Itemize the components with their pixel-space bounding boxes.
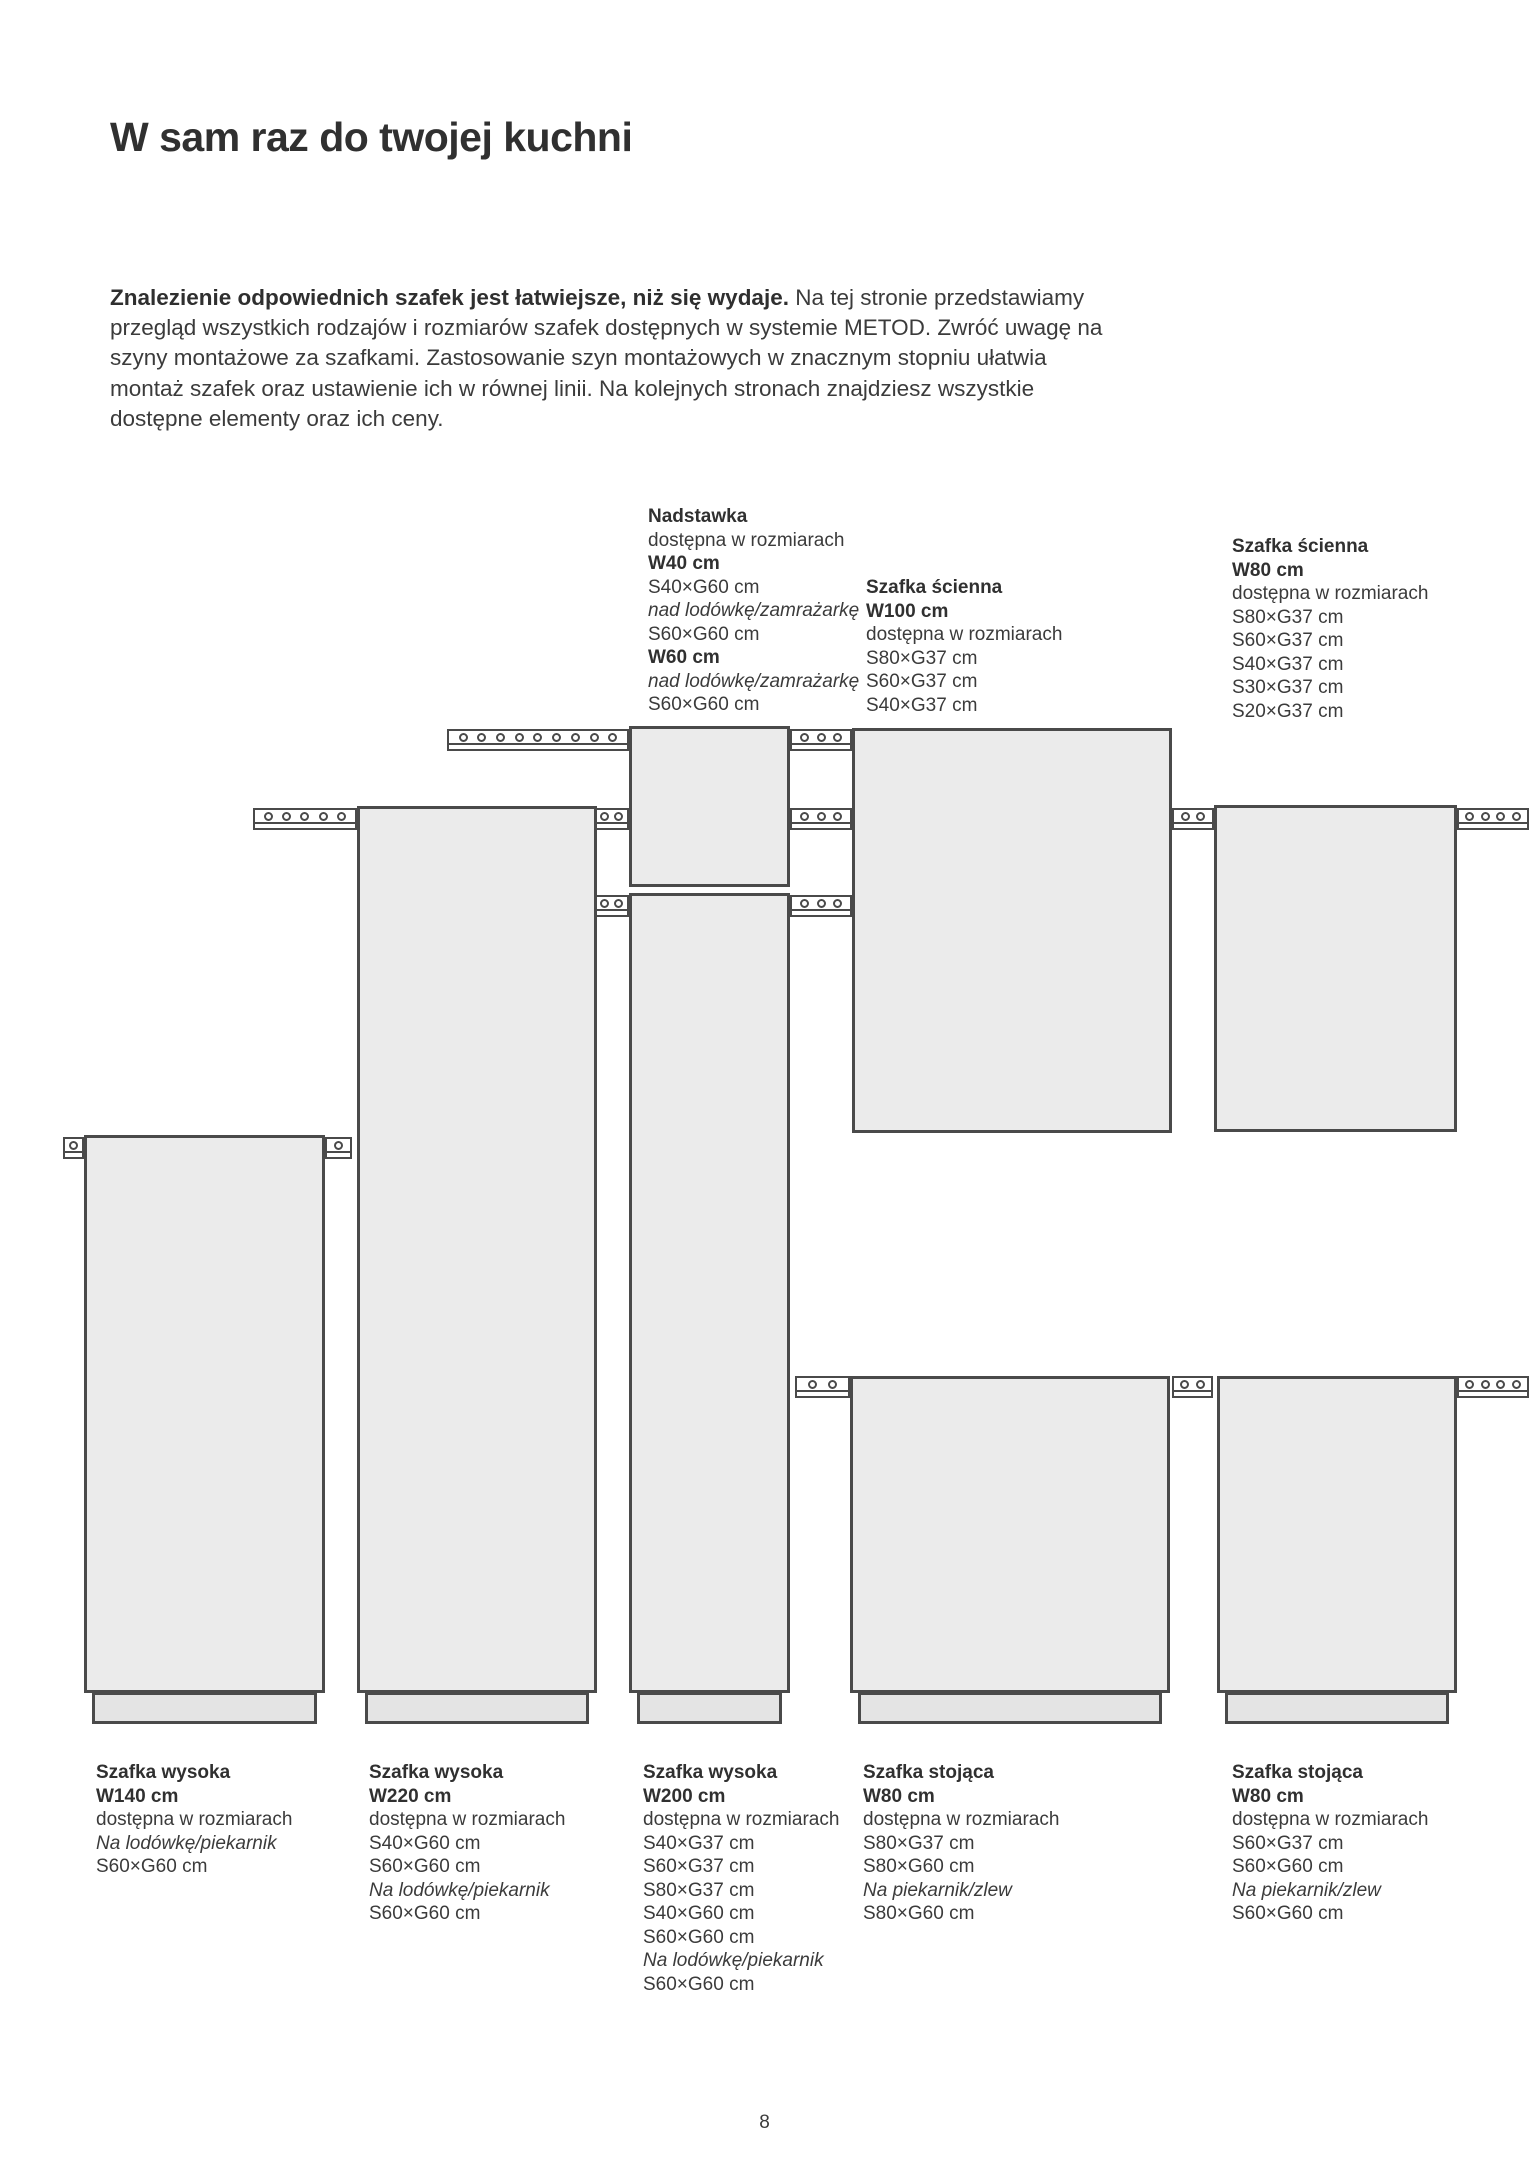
rail-hole-icon [614,899,623,908]
rail-hole-icon [608,733,617,742]
rail-mid-gap-a [594,808,629,830]
annotation-line: S60×G37 cm [1232,630,1344,651]
annotation-tall-w140 [96,1761,292,1879]
cabinet-tall-w140 [84,1135,325,1693]
rail-mid-gap-b [790,808,852,830]
rail-hole-icon [833,899,842,908]
annotation-line: S60×G60 cm [369,1903,481,1924]
annotation-line: Szafka wysoka [643,1762,778,1783]
annotation-line: W60 cm [648,647,720,668]
rail-base-right-edge [1457,1376,1529,1398]
annotation-line: dostępna w rozmiarach [369,1809,566,1830]
rail-hole-icon [833,733,842,742]
annotation-line: nad lodówkę/zamrażarkę [648,600,860,621]
annotation-line: W80 cm [863,1785,935,1807]
cabinet-base-w80-right [1217,1376,1457,1693]
annotation-line: S60×G60 cm [1232,1856,1344,1877]
annotation-line: Na lodówkę/piekarnik [643,1950,824,1971]
rail-mid-gap-c [1172,808,1214,830]
plinth-base-w80-left [858,1693,1162,1724]
rail-hole-icon [1465,812,1474,821]
annotation-line: Na piekarnik/zlew [863,1879,1012,1901]
annotation-line: S40×G37 cm [1232,653,1344,675]
cabinet-tall-w200 [629,893,790,1693]
rail-top-left [447,729,629,751]
annotation-line: dostępna w rozmiarach [643,1809,840,1830]
annotation-wall-w80 [1232,535,1428,723]
rail-lower-bar [325,1151,352,1159]
annotation-line: dostępna w rozmiarach [96,1809,293,1830]
annotation-line: Nadstawka [648,506,748,527]
rail-hole-icon [1181,812,1190,821]
annotation-nadstawka [648,505,859,717]
rail-hole-icon [800,812,809,821]
rail-base-left [795,1376,850,1398]
annotation-line: Na lodówkę/piekarnik [369,1879,550,1901]
rail-hole-icon [817,733,826,742]
rail-top-right [790,729,852,751]
rail-lower-bar [1457,822,1529,830]
annotation-line: S20×G37 cm [1232,700,1344,722]
annotation-line: Na piekarnik/zlew [1232,1879,1381,1901]
cabinet-nadstawka [629,726,790,887]
annotation-line: S60×G60 cm [648,694,760,715]
annotation-line: W80 cm [1232,1785,1304,1807]
rail-hole-icon [590,733,599,742]
rail-hole-icon [808,1380,817,1389]
rail-hole-icon [477,733,486,742]
annotation-line: W100 cm [866,600,949,622]
rail-mid-far-left [253,808,357,830]
rail-lower-bar [790,909,852,917]
rail-hole-icon [515,733,524,742]
rail-base-mid [1172,1376,1213,1398]
plinth-tall-w140 [92,1693,317,1724]
rail-hole-icon [300,812,309,821]
rail-hole-icon [817,899,826,908]
rail-lower-bar [790,743,852,751]
rail-hole-icon [1496,812,1505,821]
cabinet-wall-w100 [852,728,1172,1133]
annotation-line: S60×G37 cm [1232,1832,1344,1854]
rail-hole-icon [800,733,809,742]
rail-hole-icon [833,812,842,821]
annotation-line: S60×G37 cm [866,671,978,692]
annotation-line: S80×G37 cm [866,647,978,669]
annotation-wall-w100 [866,576,1062,717]
annotation-line: S40×G60 cm [643,1903,755,1924]
rail-hole-icon [1196,812,1205,821]
annotation-line: W80 cm [1232,559,1304,581]
cabinet-tall-w220 [357,806,597,1693]
annotation-line: Szafka wysoka [369,1762,504,1783]
annotation-line: S60×G60 cm [369,1856,481,1877]
annotation-line: dostępna w rozmiarach [863,1809,1060,1830]
annotation-line: W40 cm [648,553,720,574]
rail-bracket-w140-right [325,1137,352,1159]
annotation-line: dostępna w rozmiarach [1232,1809,1429,1830]
rail-hole-icon [1512,1380,1521,1389]
plinth-base-w80-right [1225,1693,1449,1724]
annotation-line: S40×G60 cm [648,576,760,598]
rail-hole-icon [571,733,580,742]
annotation-line: S60×G37 cm [643,1856,755,1877]
annotation-line: Szafka stojąca [1232,1762,1363,1783]
intro-lead: Znalezienie odpowiednich szafek jest łatwiejsze, niż się wydaje. [110,285,789,310]
rail-bracket-w140-left [63,1137,84,1159]
rail-lower-bar [594,909,629,917]
annotation-base-w80-right [1232,1761,1428,1926]
rail-hole-icon [1481,812,1490,821]
rail-lower-bar [1172,822,1214,830]
rail-hole-icon [800,899,809,908]
annotation-line: S80×G37 cm [643,1879,755,1901]
rail-hole-icon [1196,1380,1205,1389]
annotation-line: S80×G37 cm [863,1832,975,1854]
annotation-line: S60×G60 cm [96,1856,208,1877]
annotation-line: dostępna w rozmiarach [648,529,845,551]
page-title: W sam raz do twojej kuchni [110,114,633,160]
cabinet-wall-w80 [1214,805,1457,1132]
rail-hole-icon [600,899,609,908]
annotation-line: S40×G37 cm [866,694,978,716]
annotation-line: S60×G60 cm [1232,1903,1344,1924]
rail-lower-bar [594,822,629,830]
rail-hole-icon [600,812,609,821]
rail-hole-icon [817,812,826,821]
rail-hole-icon [552,733,561,742]
rail-hole-icon [533,733,542,742]
annotation-line: W140 cm [96,1785,179,1807]
annotation-tall-w220 [369,1761,565,1926]
rail-hole-icon [69,1141,78,1150]
annotation-line: S60×G60 cm [643,1926,755,1948]
rail-lower-bar [790,822,852,830]
annotation-line: dostępna w rozmiarach [1232,583,1429,604]
rail-hole-icon [319,812,328,821]
plinth-tall-w220 [365,1693,589,1724]
rail-hole-icon [1512,812,1521,821]
rail-hole-icon [334,1141,343,1150]
annotation-line: W200 cm [643,1785,726,1807]
rail-hole-icon [1496,1380,1505,1389]
annotation-tall-w200 [643,1761,839,1996]
rail-lower-bar [253,822,357,830]
annotation-line: Szafka wysoka [96,1762,231,1783]
rail-hole-icon [459,733,468,742]
annotation-line: Szafka stojąca [863,1762,994,1783]
annotation-line: Na lodówkę/piekarnik [96,1832,277,1854]
rail-hole-icon [1481,1380,1490,1389]
rail-lower-bar [795,1390,850,1398]
annotation-line: S60×G60 cm [648,623,760,645]
rail-lower-bar [63,1151,84,1159]
rail-hole-icon [337,812,346,821]
annotation-base-w80-left [863,1761,1059,1926]
annotation-line: dostępna w rozmiarach [866,624,1063,645]
rail-hole-icon [496,733,505,742]
rail-lower-bar [1457,1390,1529,1398]
page-number: 8 [759,2112,770,2133]
rail-hole-icon [264,812,273,821]
annotation-line: S80×G37 cm [1232,606,1344,628]
annotation-line: W220 cm [369,1785,452,1807]
rail-low-gap-a [594,895,629,917]
annotation-line: nad lodówkę/zamrażarkę [648,670,860,692]
annotation-line: S40×G37 cm [643,1832,755,1854]
rail-low-gap-b [790,895,852,917]
annotation-line: S80×G60 cm [863,1903,975,1924]
annotation-line: S30×G37 cm [1232,677,1344,698]
rail-lower-bar [1172,1390,1213,1398]
cabinet-base-w80-left [850,1376,1170,1693]
rail-hole-icon [282,812,291,821]
rail-hole-icon [614,812,623,821]
rail-lower-bar [447,743,629,751]
rail-hole-icon [1465,1380,1474,1389]
annotation-line: Szafka ścienna [1232,536,1369,557]
annotation-line: Szafka ścienna [866,577,1003,598]
annotation-line: S40×G60 cm [369,1832,481,1854]
rail-hole-icon [1180,1380,1189,1389]
intro-body: Na tej stronie przedstawiamy przegląd wszystkich rodzajów i rozmiarów szafek dostępnych w systemie METOD. Zwróć uwagę na szyny montażowe za szafkami. Zastosowanie szyn montażowych w znacznym stopniu ułatwia montaż szafek oraz ustawienie ich w równej linii. Na kolejnych stronach znajdziesz wszystkie dostępne elementy oraz ich ceny. [110,285,1103,431]
plinth-tall-w200 [637,1693,782,1724]
rail-hole-icon [828,1380,837,1389]
annotation-line: S80×G60 cm [863,1856,975,1877]
annotation-line: S60×G60 cm [643,1973,755,1995]
rail-mid-right-edge [1457,808,1529,830]
